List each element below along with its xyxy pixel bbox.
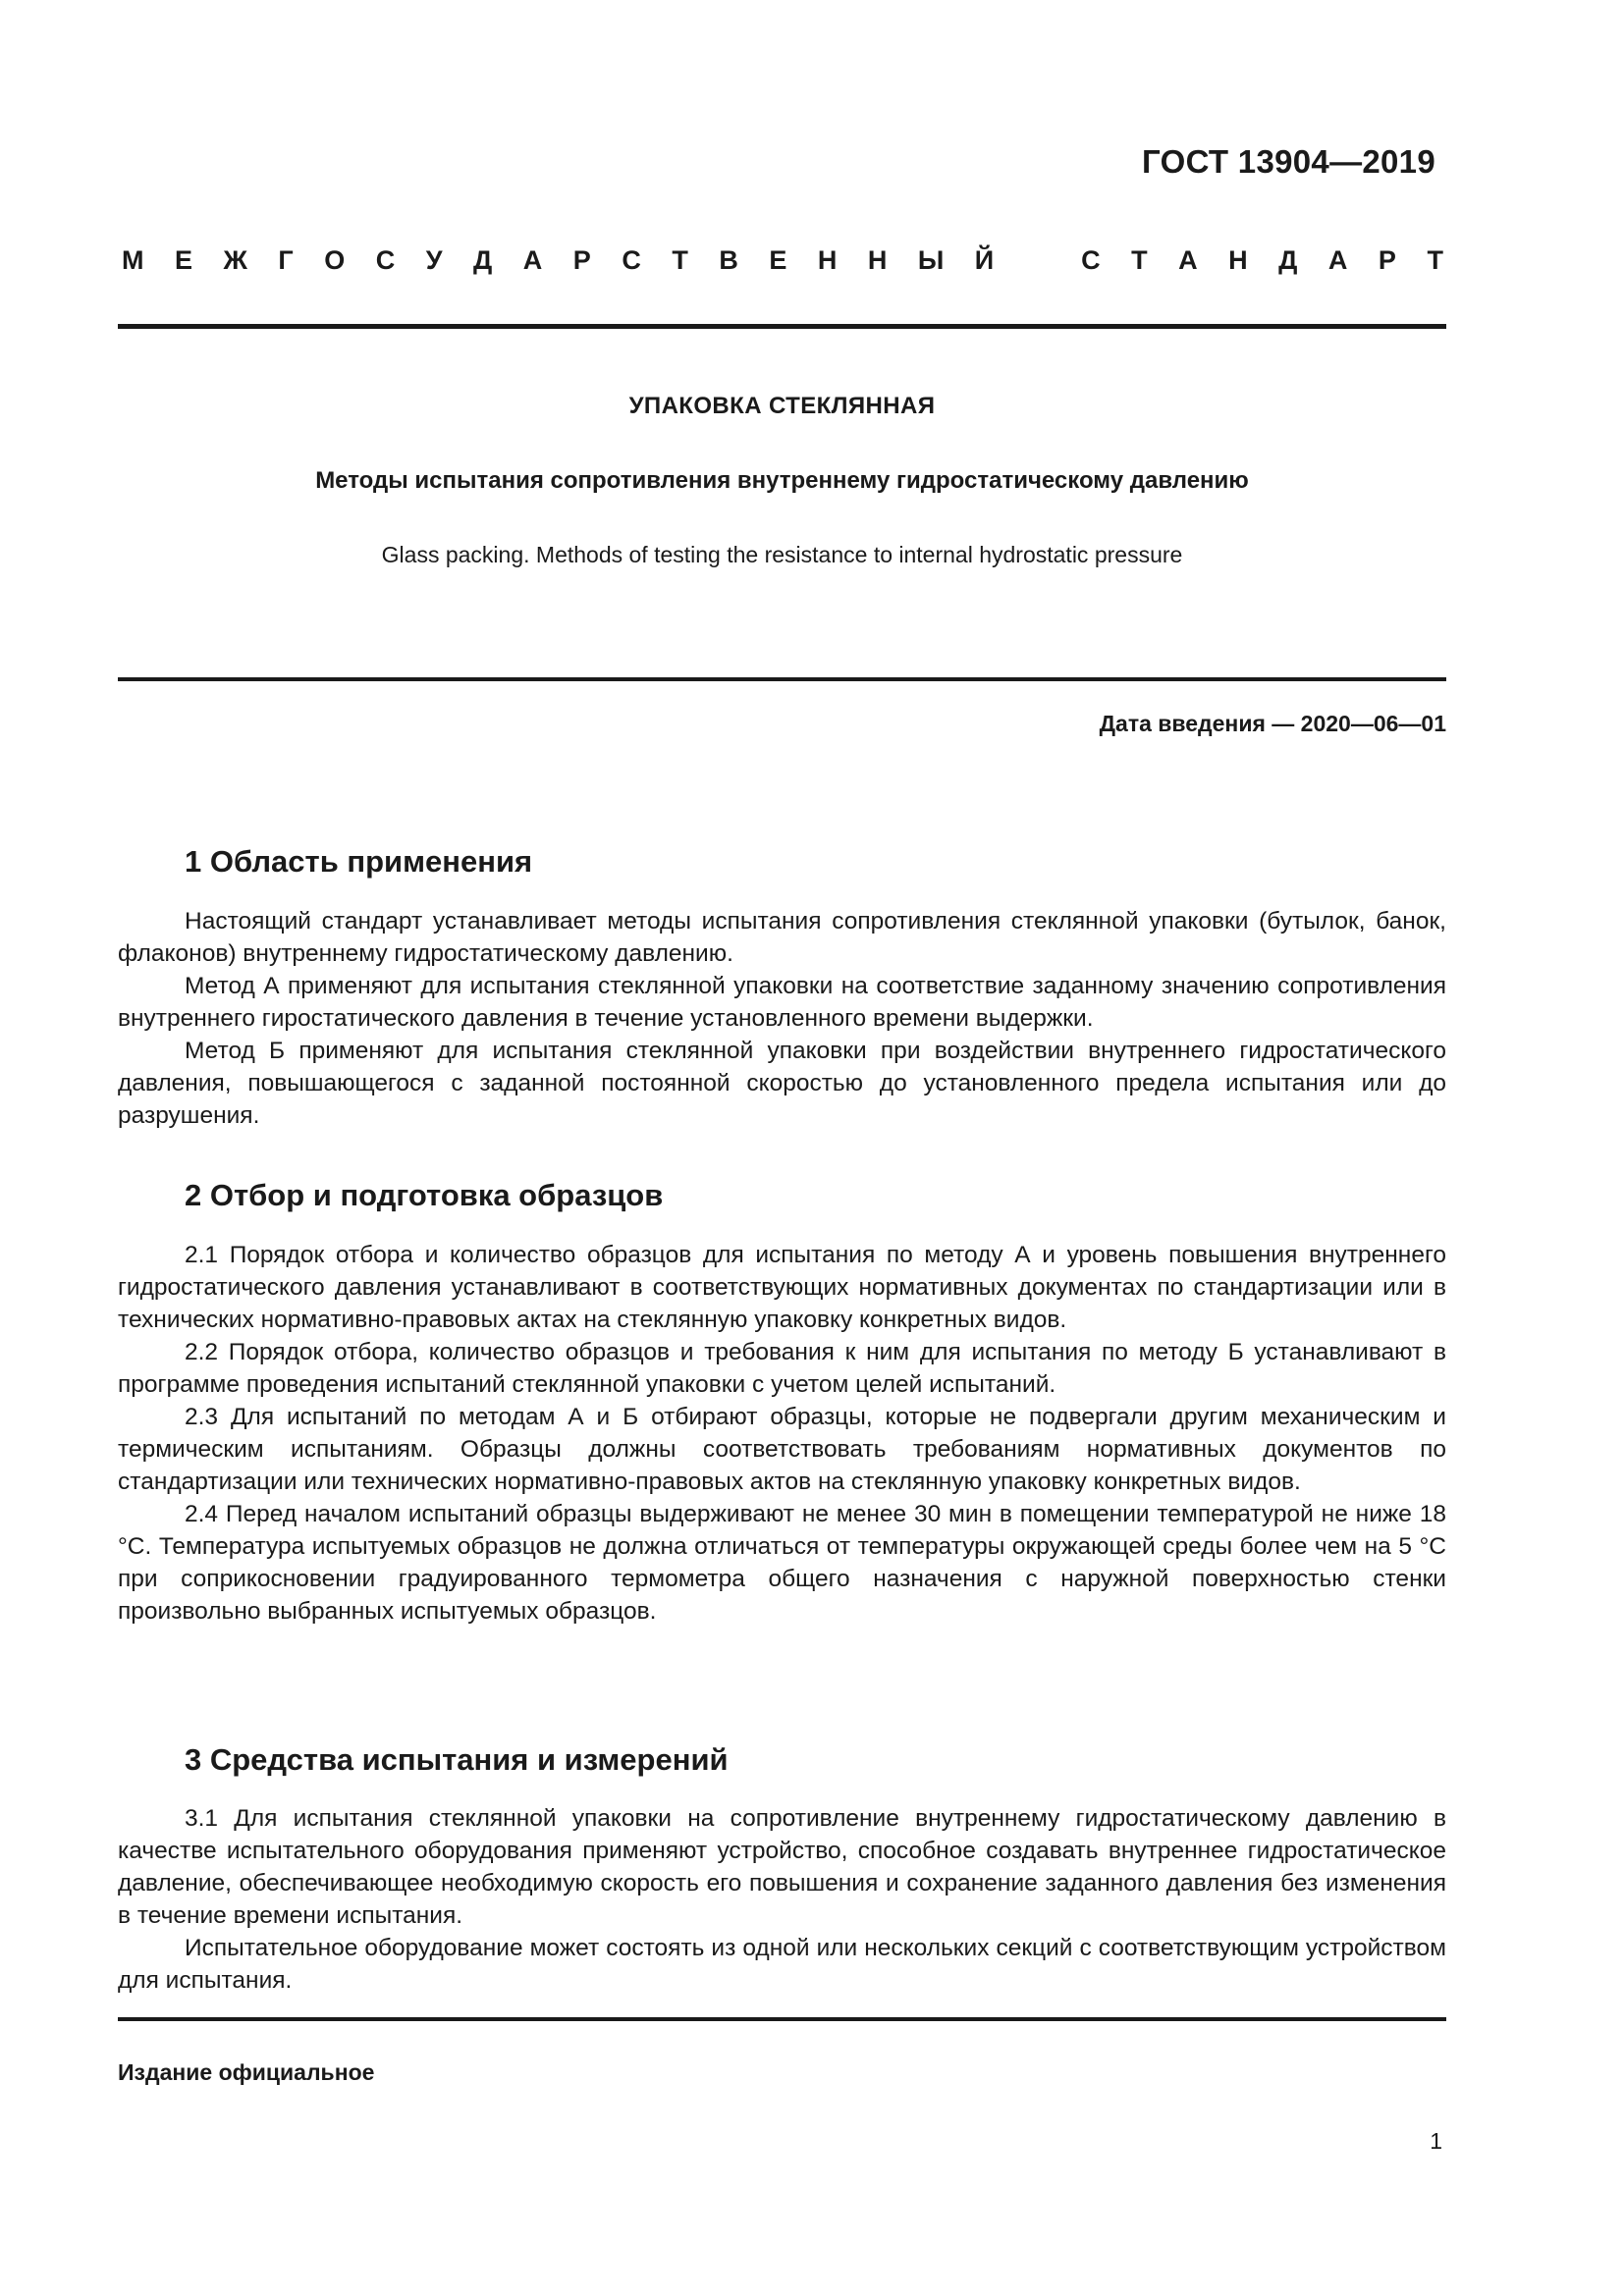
introduction-date: Дата введения — 2020—06—01 — [1099, 711, 1446, 736]
paragraph: 2.1 Порядок отбора и количество образцов для испытания по методу А и уровень повышения внутреннего гидростатического давления устанавливают в соответствующих нормативных документах по стандартизации или в технических нормативно-правовых актах на стеклянную упаковку конкретных видов. — [118, 1242, 1446, 1333]
banner-letter: Ы — [917, 245, 945, 275]
paragraph: 2.2 Порядок отбора, количество образцов и требования к ним для испытания по методу Б устанавливают в программе проведения испытаний стеклянной упаковки с учетом целей испытаний. — [118, 1339, 1446, 1398]
header-divider — [118, 324, 1446, 329]
banner-letter: Н — [1228, 245, 1248, 275]
section-body — [118, 1802, 1446, 1997]
banner-letter: С — [622, 245, 641, 275]
banner-letter: А — [1178, 245, 1198, 275]
banner-letter: Т — [1427, 245, 1443, 275]
paragraph: 3.1 Для испытания стеклянной упаковки на сопротивление внутреннему гидростатическому давлению в качестве испытательного оборудования применяют устройство, способное создавать внутреннее гидростатическое давление, обеспечивающее необходимую скорость его повышения и сохранение заданного давления без изменения в течение времени испытания. — [118, 1805, 1446, 1929]
banner-letter: Р — [572, 245, 591, 275]
paragraph: Метод Б применяют для испытания стеклянной упаковки при воздействии внутреннего гидростатического давления, повышающегося с заданной постоянной скоростью до установленного предела испытания или до разрушения. — [118, 1038, 1446, 1129]
banner-letter: Г — [278, 245, 294, 275]
banner-letter: Е — [175, 245, 193, 275]
banner-letter: Д — [473, 245, 493, 275]
paragraph: Испытательное оборудование может состоять из одной или нескольких секций с соответствующим устройством для испытания. — [118, 1935, 1446, 1994]
document-title-english: Glass packing. Methods of testing the resistance to internal hydrostatic pressure — [381, 542, 1183, 567]
page-number: 1 — [1430, 2128, 1442, 2154]
banner-letter: Н — [817, 245, 838, 275]
official-edition-label: Издание официальное — [118, 2059, 375, 2085]
section-heading: 1 Область применения — [185, 844, 533, 879]
banner-letter: Р — [1378, 245, 1396, 275]
banner-letter: А — [522, 245, 543, 275]
document-title: УПАКОВКА СТЕКЛЯННАЯ — [628, 393, 936, 419]
banner-word-gap — [1025, 245, 1051, 276]
banner-letter: О — [324, 245, 346, 275]
interstate-standard-banner — [122, 245, 1443, 276]
banner-letter: Т — [672, 245, 688, 275]
banner-letter: С — [375, 245, 396, 275]
banner-letter: Й — [974, 245, 995, 275]
banner-letter: Т — [1131, 245, 1148, 275]
paragraph: Настоящий стандарт устанавливает методы испытания сопротивления стеклянной упаковки (бутылок, банок, флаконов) внутреннему гидростатическому давлению. — [118, 908, 1446, 967]
section-heading: 3 Средства испытания и измерений — [185, 1742, 729, 1777]
document-code: ГОСТ 13904—2019 — [1142, 143, 1435, 180]
section-heading: 2 Отбор и подготовка образцов — [185, 1178, 664, 1212]
banner-letter: С — [1081, 245, 1101, 275]
section-body — [118, 1239, 1446, 1628]
paragraph: 2.4 Перед началом испытаний образцы выдерживают не менее 30 мин в помещении температурой не ниже 18 °С. Температура испытуемых образцов не должна отличаться от температуры окружающей среды более чем на 5 °С при соприкосновении градуированного термометра общего назначения с наружной поверхностью стенки произвольно выбранных испытуемых образцов. — [118, 1501, 1446, 1625]
footer-divider — [118, 2017, 1446, 2021]
document-subtitle: Методы испытания сопротивления внутреннему гидростатическому давлению — [315, 467, 1249, 494]
paragraph: Метод А применяют для испытания стеклянной упаковки на соответствие заданному значению сопротивления внутреннего гиростатического давления в течение установленного времени выдержки. — [118, 973, 1446, 1032]
paragraph: 2.3 Для испытаний по методам А и Б отбирают образцы, которые не подвергали другим механическим и термическим испытаниям. Образцы должны соответствовать требованиям нормативных документов по стандартизации или технических нормативно-правовых актов на стеклянную упаковку конкретных видов. — [118, 1404, 1446, 1495]
banner-letter: В — [719, 245, 738, 275]
banner-letter: А — [1327, 245, 1348, 275]
banner-letter: Д — [1278, 245, 1298, 275]
title-divider — [118, 677, 1446, 681]
section-body — [118, 905, 1446, 1132]
banner-letter: Е — [769, 245, 787, 275]
banner-letter: Ж — [223, 245, 247, 275]
banner-letter: У — [425, 245, 443, 275]
banner-letter: М — [122, 245, 144, 275]
banner-letter: Н — [867, 245, 888, 275]
